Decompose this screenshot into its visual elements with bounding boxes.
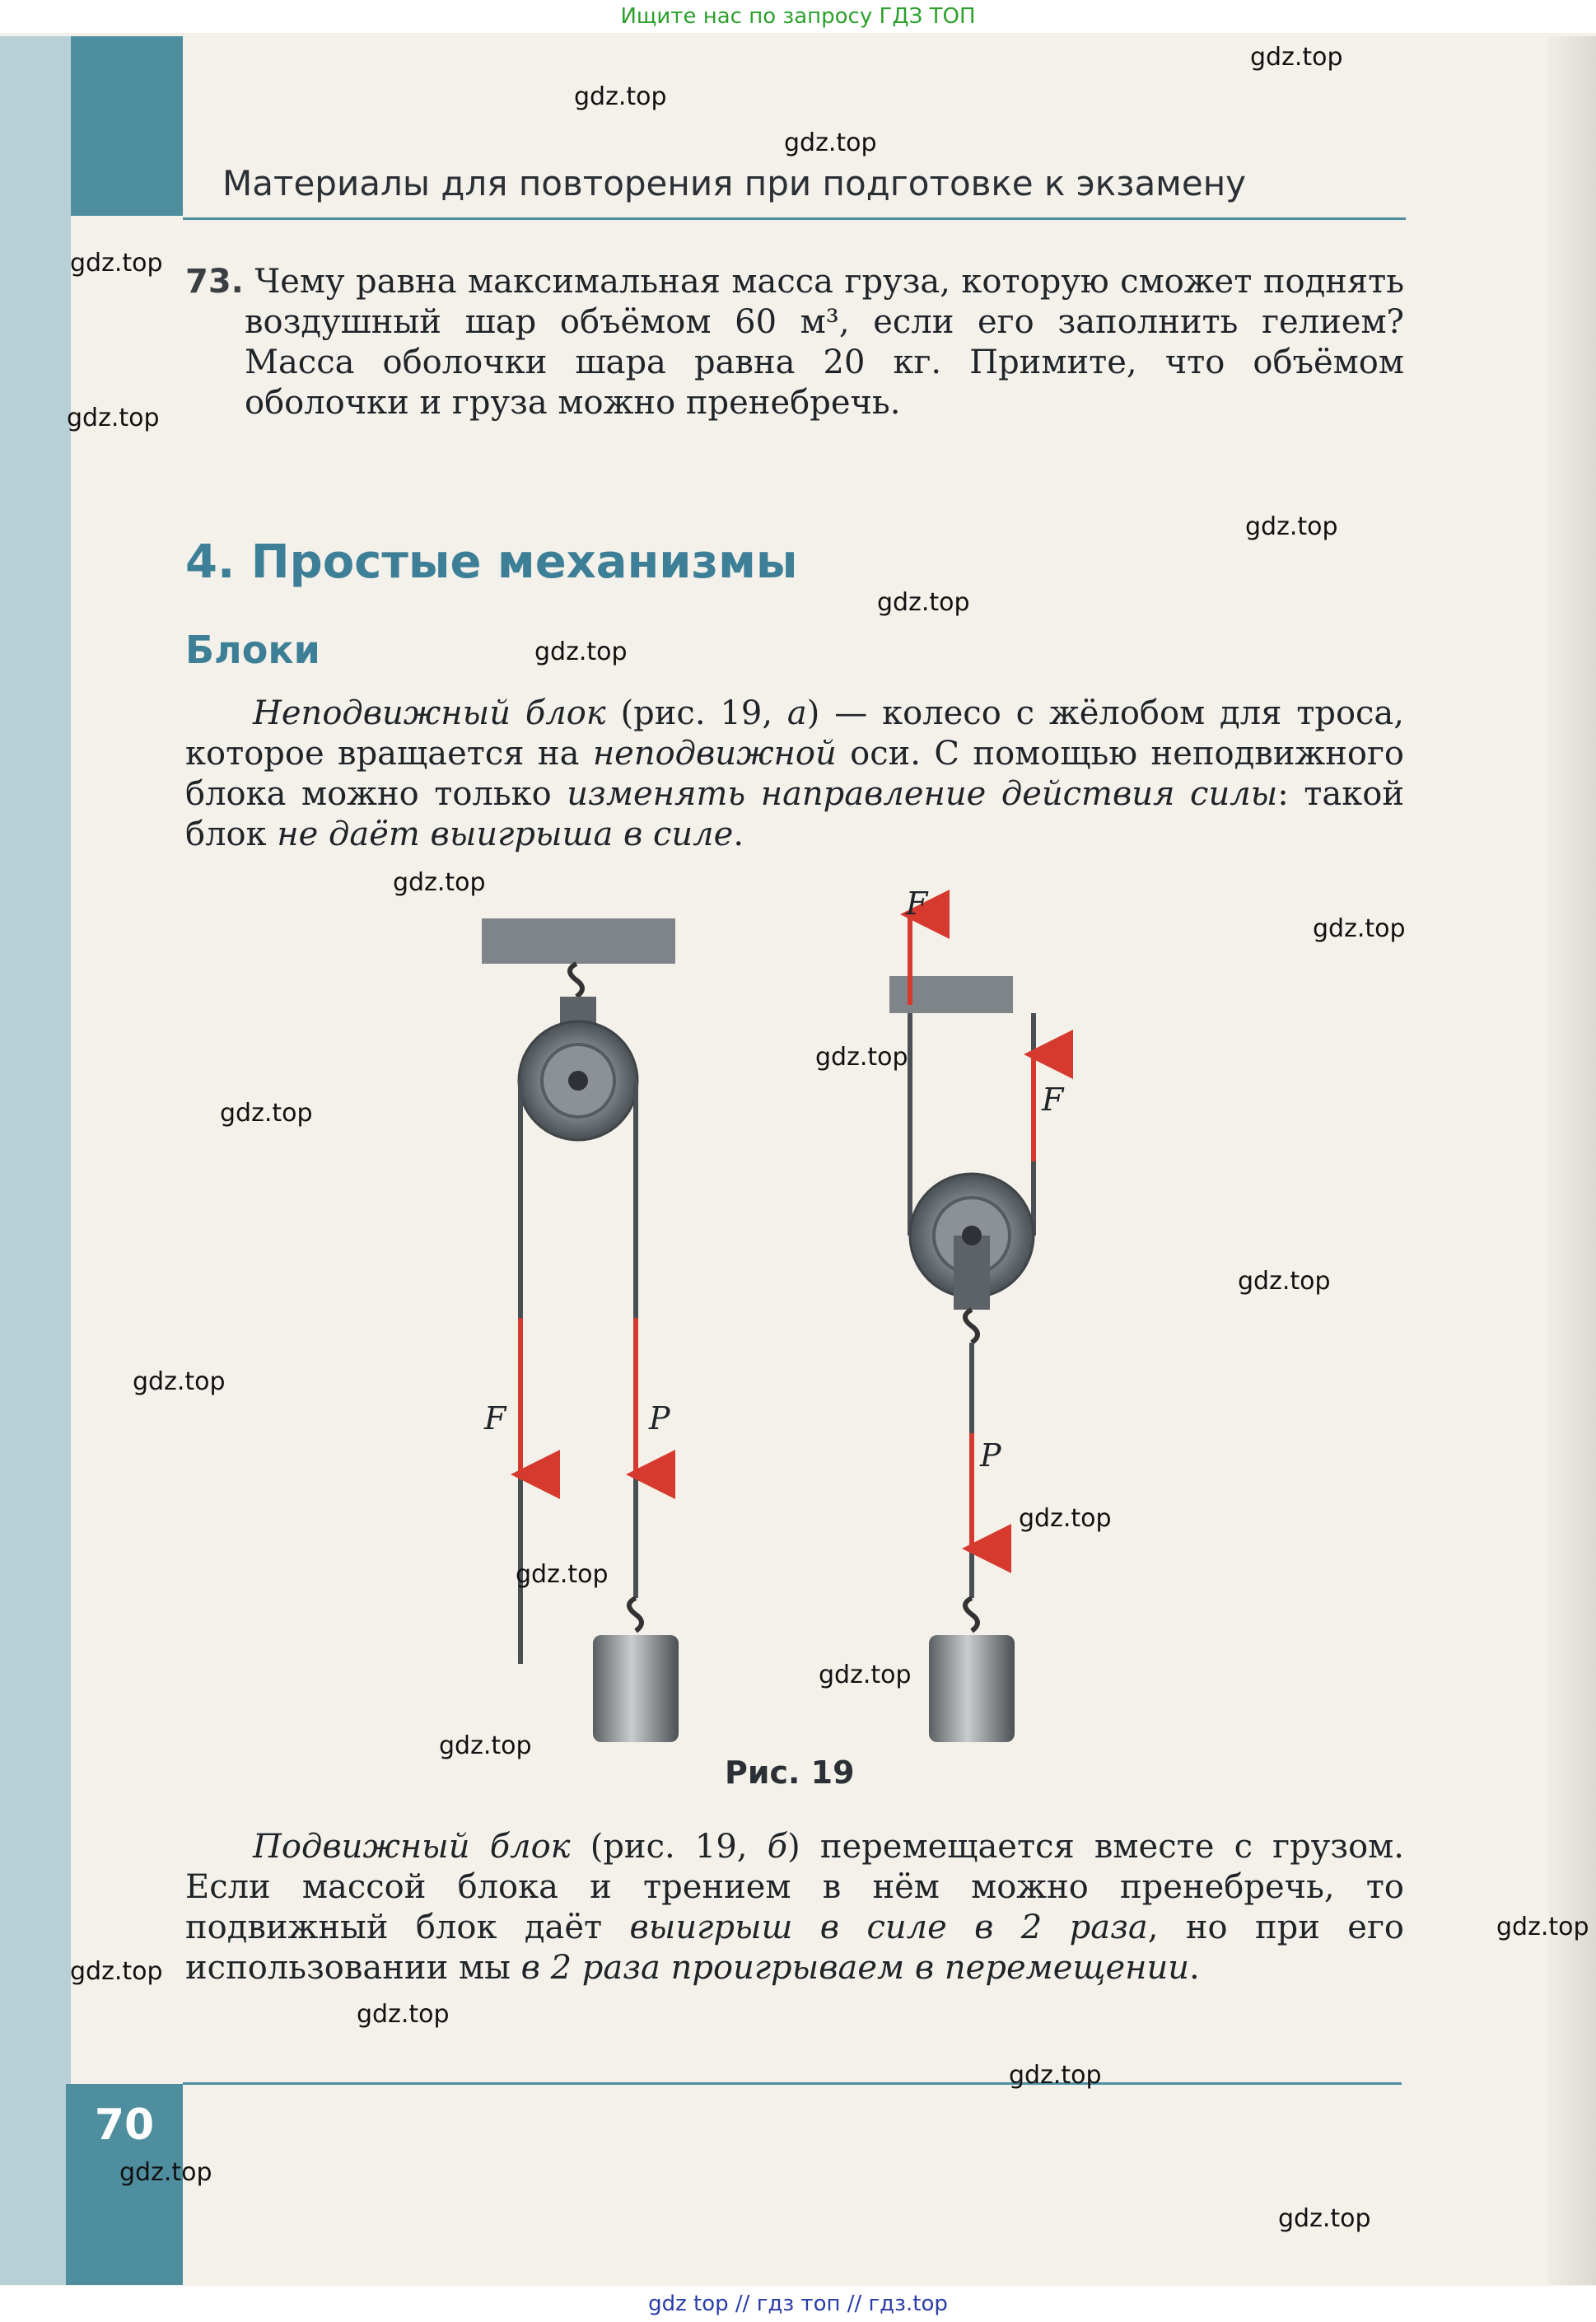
page-gutter-shade [1548,36,1596,2285]
term-movable-pulley: Подвижный блок [253,1828,571,1866]
p1-text-4: ) — колесо с жёлобом для троса, которое вращается на [185,694,1404,773]
term-fixed-pulley: Неподвижный блок [253,694,606,732]
p2-term-lose: в 2 раза проигрываем в перемещении [520,1949,1190,1987]
p1-text-8: : такой блок [185,775,1404,853]
watermark: gdz.top [67,404,160,432]
movable-pulley-b [889,890,1065,1742]
label-F-a: F [484,1400,506,1437]
watermark: gdz.top [877,588,970,617]
p2-text-2: (рис. 19, [570,1828,768,1866]
figure-caption: Рис. 19 [725,1754,855,1791]
watermark: gdz.top [1245,512,1338,541]
watermark: gdz.top [815,1043,908,1072]
bottom-banner[interactable]: gdz top // гдз топ // гдз.top [0,2286,1596,2322]
watermark: gdz.top [439,1731,532,1760]
p2-ref-b: б [767,1828,788,1866]
watermark: gdz.top [1496,1913,1589,1941]
watermark: gdz.top [357,2000,450,2029]
p1-term-fixed-axis: неподвижной [592,735,837,773]
paragraph-fixed-pulley [185,694,1404,855]
top-banner[interactable]: Ищите нас по запросу ГДЗ ТОП [0,0,1596,33]
section-title: 4. Простые механизмы [185,535,798,589]
p2-text-4: ) перемещается вместе с грузом. Если массой блока и трением в нём можно пренебречь, то подвижный блок даёт [185,1828,1404,1946]
watermark: gdz.top [70,249,163,278]
p2-text-6: , но при его использовании мы [185,1909,1404,1987]
left-margin-band [0,36,71,2285]
p1-text-6: оси. С помощью неподвижного блока можно только [185,735,1404,813]
watermark: gdz.top [516,1560,609,1589]
watermark: gdz.top [1019,1504,1112,1533]
header-tab [71,36,183,216]
watermark: gdz.top [784,128,877,157]
label-P-b: P [980,1437,1001,1474]
p2-term-gain: выигрыш в силе в 2 раза [629,1909,1148,1946]
figure-19-pulleys [461,890,1120,1746]
watermark: gdz.top [1278,2204,1371,2233]
watermark: gdz.top [819,1661,912,1689]
problem-number: 73. [185,263,244,301]
watermark: gdz.top [220,1099,313,1128]
watermark: gdz.top [119,2158,212,2187]
watermark: gdz.top [393,868,486,897]
p1-term-change-direction: изменять направление действия силы [567,775,1278,813]
axle-a [568,1071,588,1091]
hook-weight-a [629,1598,642,1631]
watermark: gdz.top [1250,43,1343,72]
paragraph-movable-pulley [185,1827,1404,1988]
hook-b [965,1310,978,1343]
watermark: gdz.top [70,1957,163,1986]
label-F-b: F [1042,1082,1064,1118]
axle-b [962,1226,982,1245]
ceiling-beam-a [482,918,675,964]
p1-text-10: . [733,815,744,853]
problem-73 [185,262,1404,423]
label-F-b-top: F [906,890,928,922]
label-P-a: P [649,1400,670,1437]
header-rule [183,217,1406,220]
p1-term-no-gain: не даёт выигрыша в силе [277,815,734,853]
subsection-title: Блоки [185,628,320,672]
hook-weight-b [965,1598,978,1631]
watermark: gdz.top [574,82,667,111]
watermark: gdz.top [1009,2061,1102,2090]
weight-a [593,1635,679,1742]
watermark: gdz.top [534,638,628,666]
bracket-b [954,1236,990,1310]
p2-text-8: . [1189,1949,1200,1987]
problem-text: Чему равна максимальная масса груза, которую сможет поднять воздушный шар объёмом 60 м³, если его заполнить гелием? Масса оболочки шара равна 20 кг. Примите, что объёмом оболочки и груза можно пренебречь. [245,263,1404,422]
page-number: 70 [94,2100,155,2150]
p1-ref-a: а [786,694,807,732]
page-header: Материалы для повторения при подготовке к экзамену [222,163,1247,203]
watermark: gdz.top [1238,1267,1331,1296]
hook-a [570,964,582,997]
fixed-pulley-a [482,918,679,1742]
weight-b [929,1635,1015,1742]
watermark: gdz.top [133,1367,226,1396]
watermark: gdz.top [1313,914,1406,943]
footer-rule [183,2082,1402,2085]
p1-text-2: (рис. 19, [605,694,787,732]
